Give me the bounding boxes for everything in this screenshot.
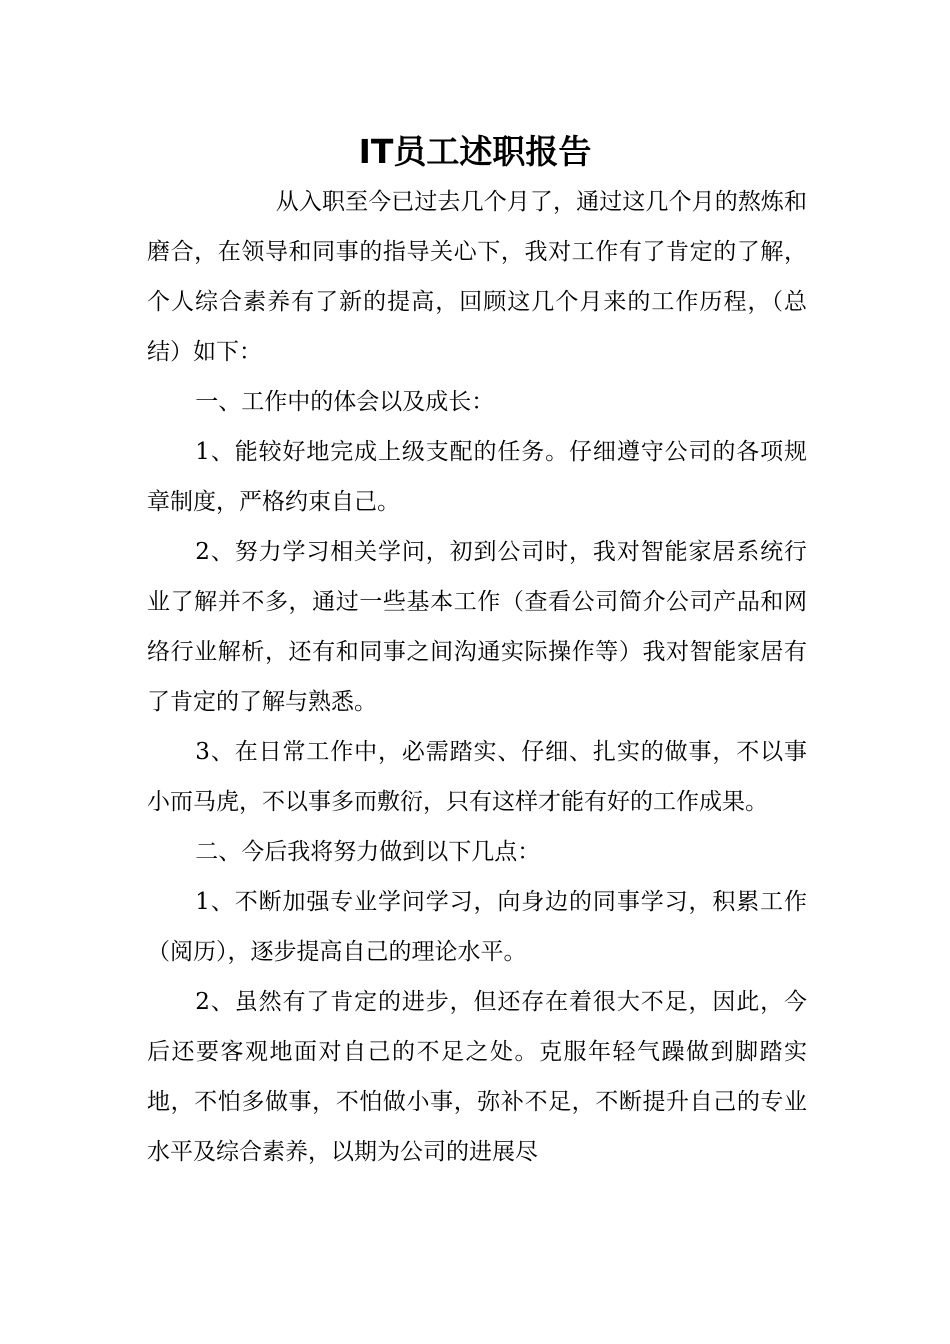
document-body <box>147 177 807 1177</box>
paragraph-item: 3、在日常工作中，必需踏实、仔细、扎实的做事，不以事小而马虎，不以事多而敷衍，只有这样才能有好的工作成果。 <box>147 739 807 815</box>
paragraph-item: 1、能较好地完成上级支配的任务。仔细遵守公司的各项规章制度，严格约束自己。 <box>147 439 807 515</box>
paragraph-item: 1、不断加强专业学问学习，向身边的同事学习，积累工作（阅历），逐步提高自己的理论水平。 <box>147 889 807 965</box>
paragraph-item: 2、虽然有了肯定的进步，但还存在着很大不足，因此，今后还要客观地面对自己的不足之处。克服年轻气躁做到脚踏实地，不怕多做事，不怕做小事，弥补不足，不断提升自己的专业水平及综合素养，以期为公司的进展尽 <box>147 989 807 1165</box>
document-title: IT员工述职报告 <box>358 132 592 171</box>
paragraph-item: 2、努力学习相关学问，初到公司时，我对智能家居系统行业了解并不多，通过一些基本工作（查看公司简介公司产品和网络行业解析，还有和同事之间沟通实际操作等）我对智能家居有了肯定的了解与熟悉。 <box>147 539 807 715</box>
section-heading-2: 二、今后我将努力做到以下几点： <box>195 839 541 865</box>
section-heading-1: 一、工作中的体会以及成长： <box>195 389 495 415</box>
paragraph-intro: 从入职至今已过去几个月了，通过这几个月的熬炼和磨合，在领导和同事的指导关心下，我对工作有了肯定的了解，个人综合素养有了新的提高，回顾这几个月来的工作历程，（总结）如下： <box>147 189 807 365</box>
